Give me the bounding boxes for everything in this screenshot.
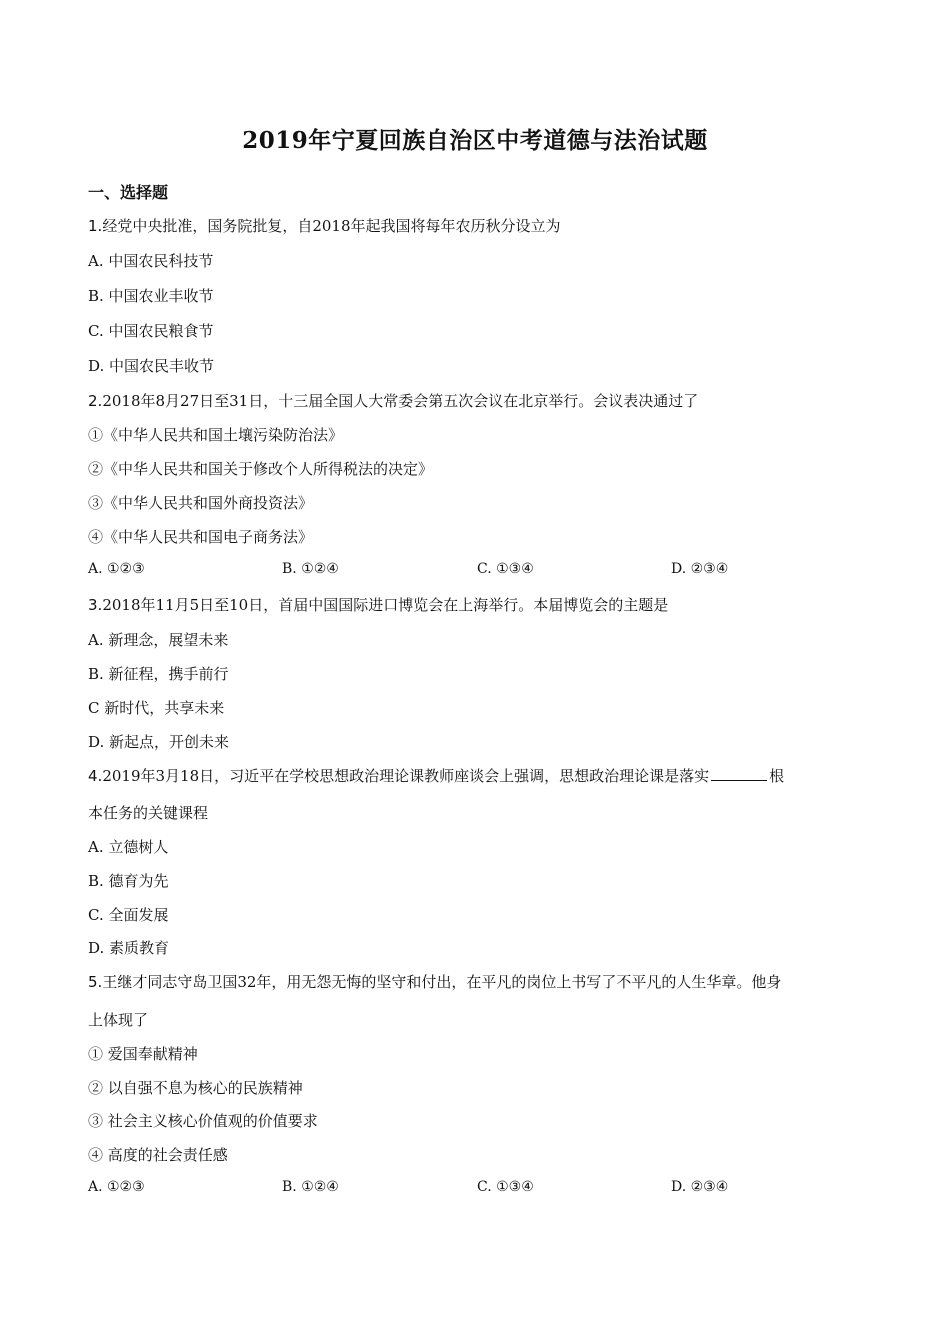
- q5-item-4: ④ 高度的社会责任感: [88, 1146, 228, 1164]
- q3-option-c: C 新时代，共享未来: [88, 699, 225, 717]
- q4-option-c: C. 全面发展: [88, 906, 169, 924]
- q1-option-b: B. 中国农业丰收节: [88, 287, 214, 305]
- q5-options-row: [88, 1179, 868, 1199]
- question-number: 5.: [88, 973, 103, 991]
- q2-option-d: D. ②③④: [671, 561, 729, 577]
- q4-option-b: B. 德育为先: [88, 872, 169, 890]
- q1-option-a: A. 中国农民科技节: [88, 252, 214, 270]
- q5-option-b: B. ①②④: [282, 1179, 339, 1195]
- question-5-stem-line2: 上体现了: [88, 1011, 149, 1029]
- q5-option-a: A. ①②③: [88, 1179, 145, 1195]
- q2-item-1: ①《中华人民共和国土壤污染防治法》: [88, 426, 344, 444]
- q1-option-c: C. 中国农民粮食节: [88, 322, 214, 340]
- q5-item-1: ① 爱国奉献精神: [88, 1045, 198, 1063]
- q4-option-a: A. 立德树人: [88, 838, 169, 856]
- question-text: 2019年3月18日，习近平在学校思想政治理论课教师座谈会上强调，思想政治理论课是落实: [102, 767, 710, 785]
- q2-option-c: C. ①③④: [477, 561, 534, 577]
- q2-item-2: ②《中华人民共和国关于修改个人所得税法的决定》: [88, 460, 434, 478]
- question-number: 1.: [88, 217, 103, 235]
- q2-item-3: ③《中华人民共和国外商投资法》: [88, 494, 314, 512]
- question-1-stem: [88, 215, 561, 236]
- question-3-stem: [88, 594, 668, 615]
- q2-options-row: [88, 561, 868, 581]
- answer-blank: [711, 768, 767, 781]
- question-number: 3.: [88, 596, 103, 614]
- question-text-cont: 根: [769, 767, 785, 785]
- q3-option-d: D. 新起点，开创未来: [88, 733, 230, 751]
- question-2-stem: [88, 390, 698, 411]
- q5-option-d: D. ②③④: [671, 1179, 729, 1195]
- q5-item-3: ③ 社会主义核心价值观的价值要求: [88, 1112, 318, 1130]
- q3-option-a: A. 新理念，展望未来: [88, 631, 229, 649]
- section-heading: 一、选择题: [88, 183, 169, 202]
- question-text: 王继才同志守岛卫国32年，用无怨无悔的坚守和付出，在平凡的岗位上书写了不平凡的人生华章。他身: [102, 973, 782, 991]
- question-text: 2018年8月27日至31日，十三届全国人大常委会第五次会议在北京举行。会议表决通过了: [102, 392, 699, 410]
- question-4-stem-line2: 本任务的关键课程: [88, 804, 209, 822]
- question-number: 2.: [88, 392, 103, 410]
- question-5-stem: [88, 971, 781, 992]
- q1-option-d: D. 中国农民丰收节: [88, 357, 215, 375]
- q5-option-c: C. ①③④: [477, 1179, 534, 1195]
- q2-item-4: ④《中华人民共和国电子商务法》: [88, 528, 314, 546]
- q4-option-d: D. 素质教育: [88, 939, 170, 957]
- question-number: 4.: [88, 767, 103, 785]
- question-text: 2018年11月5日至10日，首届中国国际进口博览会在上海举行。本届博览会的主题是: [102, 596, 669, 614]
- q2-option-b: B. ①②④: [282, 561, 339, 577]
- question-text: 经党中央批准，国务院批复，自2018年起我国将每年农历秋分设立为: [102, 217, 561, 235]
- page-title: 2019年宁夏回族自治区中考道德与法治试题: [242, 127, 708, 154]
- question-4-stem: [88, 765, 784, 786]
- q2-option-a: A. ①②③: [88, 561, 145, 577]
- q5-item-2: ② 以自强不息为核心的民族精神: [88, 1079, 303, 1097]
- q3-option-b: B. 新征程，携手前行: [88, 665, 229, 683]
